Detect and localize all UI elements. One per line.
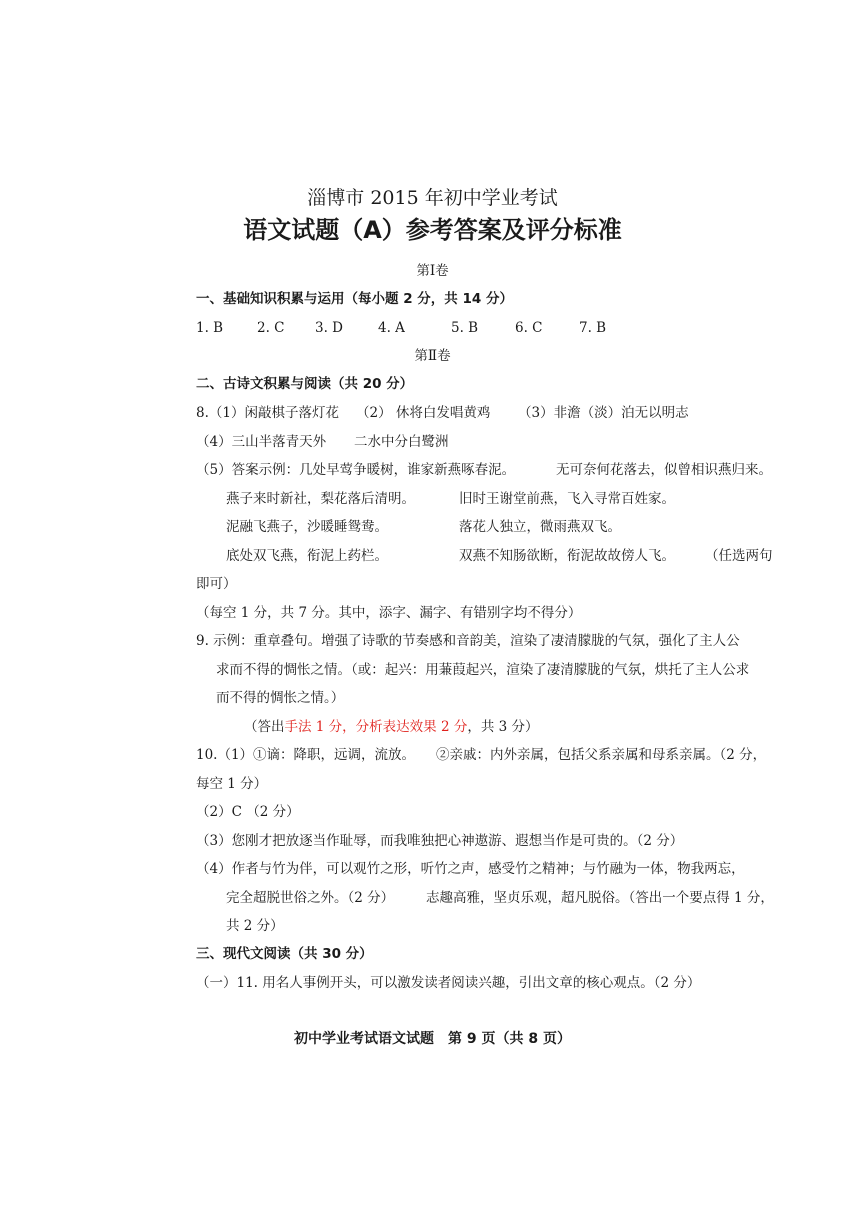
q10-line-1: 10.（1）①谪：降职，远调，流放。 ②亲戚：内外亲属，包括父系亲属和母系亲属。（2 分， [196,747,767,763]
document-title: 语文试题（A）参考答案及评分标准 [243,216,622,244]
q8-scoring-note: （每空 1 分，共 7 分。其中，添字、漏字、有错别字均不得分） [196,605,582,621]
section-2-heading: 二、古诗文积累与阅读（共 20 分） [196,376,414,392]
q9-scoring-note: （答出手法 1 分，分析表达效果 2 分，共 3 分） [244,719,539,735]
answer-6: 6. C [515,320,543,336]
section-3-heading: 三、现代文阅读（共 30 分） [196,946,373,962]
q8-line-2: （4）三山半落青天外 二水中分白鹭洲 [196,434,449,450]
page-footer: 初中学业考试语文试题 第 9 页（共 8 页） [294,1031,571,1047]
section-1-heading: 一、基础知识积累与运用（每小题 2 分，共 14 分） [196,291,513,307]
q8-line-7: 即可） [196,576,237,592]
q10-line-6: 完全超脱世俗之外。（2 分） 志趣高雅，坚贞乐观，超凡脱俗。（答出一个要点得 1 分， [226,890,774,906]
exam-title: 淄博市 2015 年初中学业考试 [307,187,558,209]
q8-line-1: 8.（1）闲敲棋子落灯花 （2） 休将白发唱黄鸡 （3）非澹（淡）泊无以明志 [196,405,689,421]
q8-line-5: 泥融飞燕子，沙暖睡鸳鸯。 落花人独立，微雨燕双飞。 [226,519,621,535]
volume-2-label: 第Ⅱ卷 [414,348,451,364]
mcq-answers [196,319,606,337]
q11-answer: （一）11. 用名人事例开头，可以激发读者阅读兴趣，引出文章的核心观点。（2 分） [196,975,701,991]
answer-4: 4. A [378,320,405,336]
q8-line-3: （5）答案示例：几处早莺争暖树，谁家新燕啄春泥。 无可奈何花落去，似曾相识燕归来。 [196,462,772,478]
q10-line-4: （3）您刚才把放逐当作耻辱，而我唯独把心神遨游、遐想当作是可贵的。（2 分） [196,833,684,849]
q9-scoring-highlight: 手法 1 分，分析表达效果 2 分 [284,719,468,735]
q9-line-1: 9. 示例：重章叠句。增强了诗歌的节奏感和音韵美，渲染了凄清朦胧的气氛，强化了主人公 [196,633,740,649]
answer-5: 5. B [451,320,479,336]
q10-line-3: （2）C （2 分） [196,804,300,820]
answer-1: 1. B [196,320,224,336]
q8-line-4: 燕子来时新社，梨花落后清明。 旧时王谢堂前燕，飞入寻常百姓家。 [226,491,675,507]
answer-7: 7. B [579,320,607,336]
answer-3: 3. D [315,320,343,336]
volume-1-label: 第Ⅰ卷 [416,263,449,279]
q10-line-2: 每空 1 分） [196,776,268,792]
q8-line-6: 底处双飞燕，衔泥上药栏。 双燕不知肠欲断，衔泥故故傍人飞。 （任选两句 [226,548,773,564]
answer-2: 2. C [257,320,285,336]
q9-line-3: 而不得的惆怅之情。） [216,690,345,706]
q9-line-2: 求而不得的惆怅之情。（或：起兴：用蒹葭起兴，渲染了凄清朦胧的气氛，烘托了主人公求 [216,662,750,678]
q10-line-5: （4）作者与竹为伴，可以观竹之形，听竹之声，感受竹之精神；与竹融为一体，物我两忘， [196,861,745,877]
q10-line-7: 共 2 分） [226,918,284,934]
